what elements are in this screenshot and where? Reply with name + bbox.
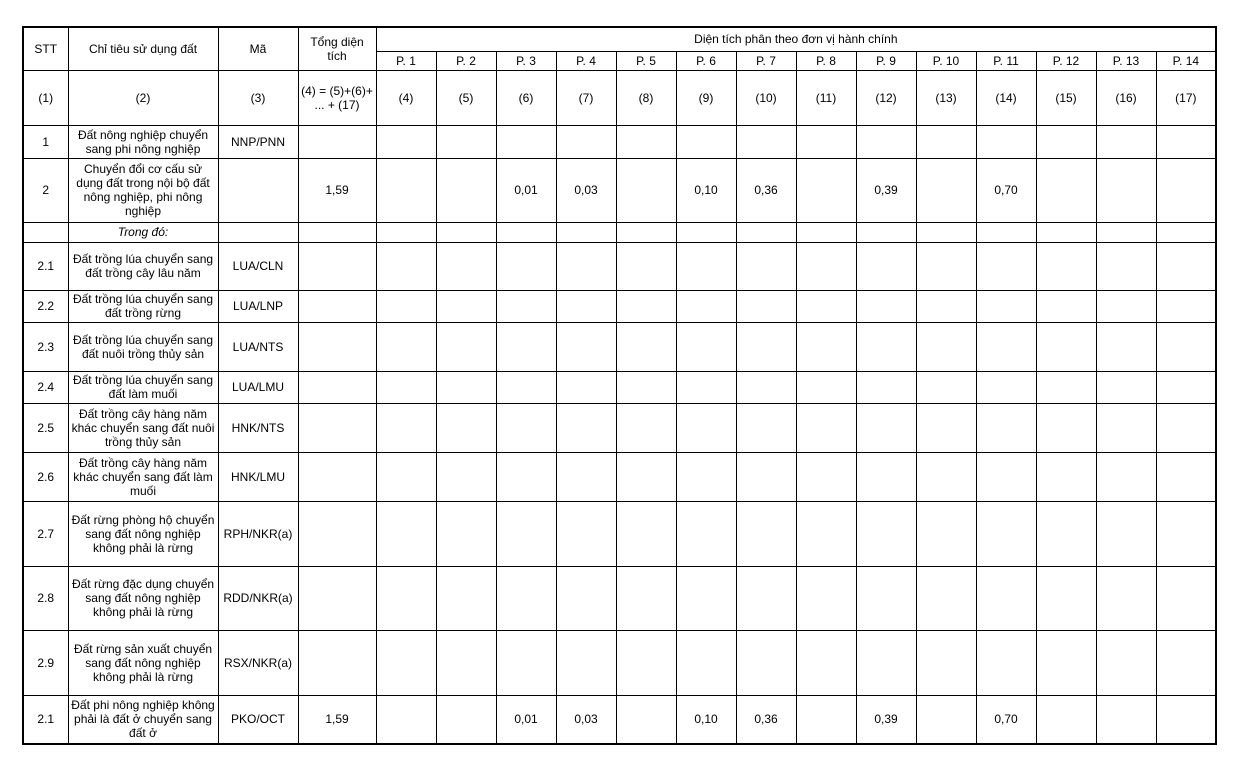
table-row	[23, 403, 1216, 452]
row-value	[676, 403, 736, 452]
row-value	[436, 290, 496, 322]
row-code: LUA/LNP	[218, 290, 298, 322]
row-value	[916, 566, 976, 630]
row-stt: 2.6	[23, 452, 68, 501]
row-value: 0,36	[736, 158, 796, 222]
row-label: Đất trồng cây hàng năm khác chuyển sang đất nuôi trồng thủy sản	[68, 403, 218, 452]
row-value	[976, 566, 1036, 630]
row-code	[218, 222, 298, 242]
row-total	[298, 630, 376, 695]
row-value	[676, 125, 736, 158]
row-value	[376, 242, 436, 290]
row-value	[1096, 501, 1156, 566]
row-value	[976, 290, 1036, 322]
row-value	[496, 566, 556, 630]
header-ward: P. 2	[436, 51, 496, 70]
row-value: 0,39	[856, 158, 916, 222]
row-value	[1036, 403, 1096, 452]
row-value	[676, 566, 736, 630]
row-value	[1156, 290, 1216, 322]
row-value	[976, 403, 1036, 452]
row-value	[736, 290, 796, 322]
row-value	[556, 371, 616, 403]
row-total: 1,59	[298, 695, 376, 744]
row-stt: 2.8	[23, 566, 68, 630]
row-value	[436, 371, 496, 403]
header-ward: P. 6	[676, 51, 736, 70]
row-value	[616, 125, 676, 158]
row-value	[616, 501, 676, 566]
row-value	[856, 630, 916, 695]
header-chi-tieu: Chỉ tiêu sử dụng đất	[68, 27, 218, 70]
row-value	[796, 630, 856, 695]
table-row	[23, 566, 1216, 630]
row-value	[436, 566, 496, 630]
row-label: Đất trồng lúa chuyển sang đất làm muối	[68, 371, 218, 403]
column-index: (12)	[856, 70, 916, 125]
column-index: (9)	[676, 70, 736, 125]
row-value	[1156, 566, 1216, 630]
row-code: LUA/LMU	[218, 371, 298, 403]
table-row	[23, 158, 1216, 222]
row-value	[796, 695, 856, 744]
row-label: Đất rừng phòng hộ chuyển sang đất nông nghiệp không phải là rừng	[68, 501, 218, 566]
row-value	[736, 322, 796, 371]
row-label: Đất trồng cây hàng năm khác chuyển sang đất làm muối	[68, 452, 218, 501]
row-total	[298, 452, 376, 501]
row-label: Chuyển đổi cơ cấu sử dụng đất trong nội bộ đất nông nghiệp, phi nông nghiệp	[68, 158, 218, 222]
row-stt: 2.1	[23, 695, 68, 744]
row-value	[436, 322, 496, 371]
column-index: (5)	[436, 70, 496, 125]
row-value	[916, 403, 976, 452]
row-stt: 2.2	[23, 290, 68, 322]
row-value	[376, 222, 436, 242]
row-code: HNK/NTS	[218, 403, 298, 452]
row-value	[1096, 242, 1156, 290]
row-value	[496, 222, 556, 242]
row-value	[796, 125, 856, 158]
row-value	[796, 242, 856, 290]
column-index: (14)	[976, 70, 1036, 125]
row-value	[616, 290, 676, 322]
row-value	[1156, 371, 1216, 403]
row-value	[1036, 501, 1096, 566]
row-value	[1096, 566, 1156, 630]
row-stt: 2	[23, 158, 68, 222]
row-value	[616, 452, 676, 501]
row-value: 0,10	[676, 158, 736, 222]
row-value	[676, 630, 736, 695]
row-total	[298, 501, 376, 566]
row-value	[976, 125, 1036, 158]
row-code: HNK/LMU	[218, 452, 298, 501]
row-stt	[23, 222, 68, 242]
row-value	[976, 222, 1036, 242]
row-total	[298, 242, 376, 290]
row-value	[436, 501, 496, 566]
column-index: (4)	[376, 70, 436, 125]
row-value	[1036, 452, 1096, 501]
row-value	[376, 566, 436, 630]
row-value: 0,03	[556, 695, 616, 744]
row-value	[736, 501, 796, 566]
row-value	[1096, 371, 1156, 403]
header-group-title: Diện tích phân theo đơn vị hành chính	[376, 27, 1216, 51]
row-value	[856, 452, 916, 501]
column-index-row	[23, 70, 1216, 125]
row-value	[796, 501, 856, 566]
header-ward: P. 14	[1156, 51, 1216, 70]
row-code: LUA/NTS	[218, 322, 298, 371]
row-value	[736, 222, 796, 242]
row-code: LUA/CLN	[218, 242, 298, 290]
row-value	[1096, 452, 1156, 501]
header-ward: P. 3	[496, 51, 556, 70]
row-label: Đất trồng lúa chuyển sang đất trồng cây lâu năm	[68, 242, 218, 290]
column-index: (1)	[23, 70, 68, 125]
column-index: (8)	[616, 70, 676, 125]
row-value	[736, 566, 796, 630]
row-stt: 2.1	[23, 242, 68, 290]
row-value	[616, 403, 676, 452]
header-ma: Mã	[218, 27, 298, 70]
table-row	[23, 371, 1216, 403]
row-value	[556, 125, 616, 158]
row-value	[976, 501, 1036, 566]
row-label: Đất rừng sản xuất chuyển sang đất nông nghiệp không phải là rừng	[68, 630, 218, 695]
row-value	[1156, 630, 1216, 695]
row-code: NNP/PNN	[218, 125, 298, 158]
row-value	[736, 403, 796, 452]
header-ward: P. 13	[1096, 51, 1156, 70]
row-value	[856, 566, 916, 630]
row-label: Đất rừng đặc dụng chuyển sang đất nông nghiệp không phải là rừng	[68, 566, 218, 630]
row-value	[796, 158, 856, 222]
row-value	[916, 371, 976, 403]
table-row	[23, 695, 1216, 744]
row-stt: 2.7	[23, 501, 68, 566]
row-value	[496, 630, 556, 695]
row-total	[298, 566, 376, 630]
row-value	[1036, 125, 1096, 158]
header-ward: P. 10	[916, 51, 976, 70]
column-index: (7)	[556, 70, 616, 125]
row-value	[1036, 322, 1096, 371]
row-value: 0,01	[496, 695, 556, 744]
header-ward: P. 5	[616, 51, 676, 70]
row-value	[616, 222, 676, 242]
row-value	[976, 322, 1036, 371]
row-value	[796, 371, 856, 403]
row-value	[796, 290, 856, 322]
row-value: 0,39	[856, 695, 916, 744]
table-row	[23, 452, 1216, 501]
row-value	[436, 695, 496, 744]
row-value	[1036, 566, 1096, 630]
row-value	[796, 222, 856, 242]
header-stt: STT	[23, 27, 68, 70]
row-value	[976, 371, 1036, 403]
row-label: Đất phi nông nghiệp không phải là đất ở chuyển sang đất ở	[68, 695, 218, 744]
row-value	[556, 452, 616, 501]
row-value	[976, 242, 1036, 290]
row-value	[1156, 222, 1216, 242]
row-value	[376, 695, 436, 744]
row-value	[1156, 322, 1216, 371]
row-value	[856, 290, 916, 322]
row-value	[1036, 630, 1096, 695]
column-index: (17)	[1156, 70, 1216, 125]
column-index: (6)	[496, 70, 556, 125]
column-index: (16)	[1096, 70, 1156, 125]
row-value	[436, 222, 496, 242]
row-value	[376, 322, 436, 371]
row-total	[298, 371, 376, 403]
row-value	[856, 501, 916, 566]
row-value	[916, 501, 976, 566]
row-code: RSX/NKR(a)	[218, 630, 298, 695]
header-ward: P. 8	[796, 51, 856, 70]
row-value	[496, 125, 556, 158]
row-value	[916, 322, 976, 371]
row-value	[556, 403, 616, 452]
row-value	[736, 371, 796, 403]
row-code: RDD/NKR(a)	[218, 566, 298, 630]
row-value	[616, 630, 676, 695]
row-value	[556, 566, 616, 630]
row-value	[736, 630, 796, 695]
row-value	[1096, 125, 1156, 158]
row-value	[676, 501, 736, 566]
header-ward: P. 9	[856, 51, 916, 70]
row-value	[616, 158, 676, 222]
row-total	[298, 222, 376, 242]
header-ward: P. 11	[976, 51, 1036, 70]
row-stt: 2.9	[23, 630, 68, 695]
row-label: Trong đó:	[68, 222, 218, 242]
row-value	[556, 222, 616, 242]
row-value: 0,36	[736, 695, 796, 744]
row-value	[1096, 290, 1156, 322]
row-value	[856, 371, 916, 403]
row-value	[1156, 125, 1216, 158]
row-value	[1156, 403, 1216, 452]
row-value	[496, 452, 556, 501]
table-row	[23, 290, 1216, 322]
row-value	[556, 242, 616, 290]
row-value	[1036, 242, 1096, 290]
row-value	[976, 452, 1036, 501]
table-row	[23, 501, 1216, 566]
row-value	[616, 242, 676, 290]
column-index: (3)	[218, 70, 298, 125]
row-value	[916, 630, 976, 695]
row-value	[916, 290, 976, 322]
row-value	[1096, 695, 1156, 744]
row-value	[496, 242, 556, 290]
header-ward: P. 12	[1036, 51, 1096, 70]
column-index: (11)	[796, 70, 856, 125]
row-value	[676, 322, 736, 371]
row-stt: 2.3	[23, 322, 68, 371]
row-value	[796, 403, 856, 452]
row-value	[1036, 158, 1096, 222]
row-value	[736, 452, 796, 501]
row-value	[916, 125, 976, 158]
row-code	[218, 158, 298, 222]
row-total: 1,59	[298, 158, 376, 222]
row-value: 0,01	[496, 158, 556, 222]
row-value	[556, 630, 616, 695]
row-value	[1156, 695, 1216, 744]
row-stt: 1	[23, 125, 68, 158]
row-value	[436, 630, 496, 695]
column-index: (4) = (5)+(6)+ ... + (17)	[298, 70, 376, 125]
row-value	[676, 290, 736, 322]
row-value	[916, 158, 976, 222]
row-value	[1156, 501, 1216, 566]
row-value	[856, 222, 916, 242]
row-value	[376, 630, 436, 695]
row-code: RPH/NKR(a)	[218, 501, 298, 566]
row-value: 0,70	[976, 158, 1036, 222]
row-value	[616, 322, 676, 371]
row-value	[916, 222, 976, 242]
row-value	[436, 403, 496, 452]
row-total	[298, 290, 376, 322]
row-value	[1096, 222, 1156, 242]
table-row	[23, 222, 1216, 242]
row-value	[376, 125, 436, 158]
row-value	[1096, 630, 1156, 695]
row-value	[376, 371, 436, 403]
row-value	[496, 290, 556, 322]
row-value	[496, 403, 556, 452]
row-code: PKO/OCT	[218, 695, 298, 744]
row-stt: 2.4	[23, 371, 68, 403]
row-value	[916, 452, 976, 501]
row-total	[298, 125, 376, 158]
row-value	[1036, 222, 1096, 242]
row-label: Đất trồng lúa chuyển sang đất nuôi trồng thủy sản	[68, 322, 218, 371]
row-value	[676, 222, 736, 242]
row-value	[856, 125, 916, 158]
row-value	[1096, 158, 1156, 222]
column-index: (13)	[916, 70, 976, 125]
row-value	[616, 695, 676, 744]
row-value	[736, 125, 796, 158]
column-index: (2)	[68, 70, 218, 125]
row-value	[1036, 371, 1096, 403]
land-use-table	[22, 26, 1217, 745]
row-value	[496, 371, 556, 403]
row-value	[1156, 242, 1216, 290]
table-row	[23, 242, 1216, 290]
row-value	[376, 290, 436, 322]
row-value	[796, 322, 856, 371]
header-ward: P. 4	[556, 51, 616, 70]
header-ward: P. 7	[736, 51, 796, 70]
table-row	[23, 125, 1216, 158]
row-value	[376, 452, 436, 501]
row-value	[1156, 452, 1216, 501]
row-value	[616, 371, 676, 403]
row-value	[796, 566, 856, 630]
row-value	[976, 630, 1036, 695]
row-value	[1096, 403, 1156, 452]
row-value	[496, 501, 556, 566]
row-value	[376, 158, 436, 222]
row-value	[1036, 695, 1096, 744]
row-value	[1096, 322, 1156, 371]
row-value	[676, 371, 736, 403]
row-value	[1036, 290, 1096, 322]
row-value	[436, 125, 496, 158]
row-value	[676, 452, 736, 501]
row-value	[916, 695, 976, 744]
row-value	[796, 452, 856, 501]
row-value	[436, 452, 496, 501]
row-stt: 2.5	[23, 403, 68, 452]
row-value	[916, 242, 976, 290]
row-value	[1156, 158, 1216, 222]
row-value: 0,03	[556, 158, 616, 222]
row-value	[676, 242, 736, 290]
table-row	[23, 322, 1216, 371]
row-value	[856, 242, 916, 290]
row-value	[556, 290, 616, 322]
row-value	[376, 501, 436, 566]
row-value	[616, 566, 676, 630]
row-value	[376, 403, 436, 452]
header-tong-dien-tich: Tổng diện tích	[298, 27, 376, 70]
header-ward: P. 1	[376, 51, 436, 70]
table-body	[23, 125, 1216, 744]
row-value: 0,10	[676, 695, 736, 744]
table-row	[23, 630, 1216, 695]
row-value	[556, 501, 616, 566]
row-value	[436, 242, 496, 290]
row-value: 0,70	[976, 695, 1036, 744]
row-value	[856, 403, 916, 452]
row-total	[298, 403, 376, 452]
row-value	[736, 242, 796, 290]
row-value	[436, 158, 496, 222]
row-value	[856, 322, 916, 371]
column-index: (15)	[1036, 70, 1096, 125]
row-label: Đất nông nghiệp chuyển sang phi nông nghiệp	[68, 125, 218, 158]
row-value	[496, 322, 556, 371]
row-label: Đất trồng lúa chuyển sang đất trồng rừng	[68, 290, 218, 322]
column-index: (10)	[736, 70, 796, 125]
row-value	[556, 322, 616, 371]
row-total	[298, 322, 376, 371]
